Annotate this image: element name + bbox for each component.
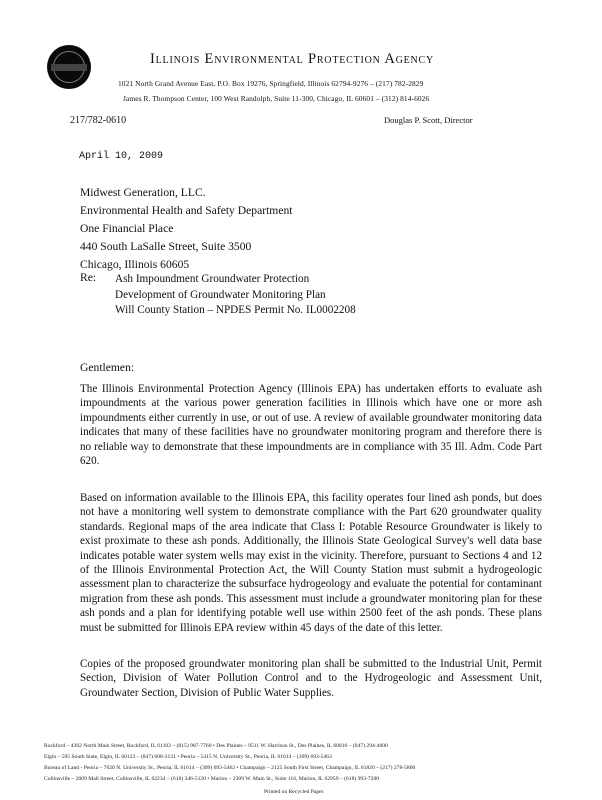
agency-seal xyxy=(47,45,91,89)
footer-office-line: Bureau of Land - Peoria – 7620 N. University St., Peoria, IL 61614 – (309) 693-5462 • Champaign – 2125 South First Street, Champaign, IL 61820 – (217) 278-5800 xyxy=(44,765,416,771)
footer-office-line: Rockford – 4302 North Main Street, Rockford, IL 61103 – (815) 987-7760 • Des Plaines – 9511 W. Harrison St., Des Plaines, IL 60016 – (847) 294-4000 xyxy=(44,743,388,749)
subject-line: Development of Groundwater Monitoring Plan xyxy=(115,288,326,301)
phone-number: 217/782-0610 xyxy=(70,115,127,126)
body-paragraph-3: Copies of the proposed groundwater monitoring plan shall be submitted to the Industrial Unit, Permit Section, Division of Water Pollution Control and to the Hydrogeologic and Assessment Unit, Groundwater Section, Division of Public Water Supplies. xyxy=(80,658,542,699)
subject-block xyxy=(115,272,356,319)
recipient-line: 440 South LaSalle Street, Suite 3500 xyxy=(80,240,252,253)
address-line-1: 1021 North Grand Avenue East, P.O. Box 19276, Springfield, Illinois 62794-9276 – (217) 782-2829 xyxy=(118,79,424,88)
recipient-line: Chicago, Illinois 60605 xyxy=(80,258,190,271)
recycled-paper-note: Printed on Recycled Paper xyxy=(264,789,324,795)
address-line-2: James R. Thompson Center, 100 West Randolph, Suite 11-300, Chicago, IL 60601 – (312) 814-6026 xyxy=(123,94,430,103)
subject-label: Re: xyxy=(80,271,97,284)
director-name: Douglas P. Scott, Director xyxy=(384,115,473,125)
agency-name: Illinois Environmental Protection Agency xyxy=(150,51,435,67)
footer-office-line: Collinsville – 2009 Mall Street, Collinsville, IL 62234 – (618) 346-5120 • Marion – 2309 W. Main St., Suite 116, Marion, IL 62959 – (618) 993-7200 xyxy=(44,776,380,782)
letter-date: April 10, 2009 xyxy=(79,151,164,162)
subject-line: Will County Station – NPDES Permit No. IL0002208 xyxy=(115,304,356,316)
footer-office-line: Elgin – 595 South State, Elgin, IL 60123 – (847) 608-3131 • Peoria – 5415 N. University St., Peoria, IL 61614 – (309) 693-5463 xyxy=(44,754,332,760)
salutation: Gentlemen: xyxy=(80,361,135,374)
recipient-line: Midwest Generation, LLC. xyxy=(80,186,206,199)
recipient-line: Environmental Health and Safety Department xyxy=(80,204,293,217)
recipient-line: One Financial Place xyxy=(80,222,174,235)
body-paragraph-1: The Illinois Environmental Protection Agency (Illinois EPA) has undertaken efforts to evaluate ash impoundments at the various power generation facilities in Illinois which have one or more ash impoundments either currently in use, or out of use. A review of available groundwater monitoring data indicates that many of these facilities have no groundwater monitoring program and therefore there is no reliable way to demonstrate that these impoundments are in compliance with 35 Ill. Adm. Code Part 620. xyxy=(80,383,542,468)
seal-band xyxy=(51,64,87,71)
recipient-block xyxy=(80,184,292,274)
body-paragraph-2: Based on information available to the Illinois EPA, this facility operates four lined ash ponds, but does not have a monitoring well system to demonstrate compliance with the Part 620 groundwater quality standards. Regional maps of the area indicate that Class I: Potable Resource Groundwater is likely to exist proximate to these ash ponds. Additionally, the Illinois State Geological Survey's well data base indicates potable water system wells may exist in the vicinity. Therefore, pursuant to Sections 4 and 12 of the Illinois Environmental Protection Act, the Will County Station must submit a hydrogeologic assessment plan to characterize the subsurface hydrogeology and evaluate the potential for contaminant migration from these ash ponds. This assessment must include a groundwater monitoring plan for these ash ponds and a plan for identifying potable well use within 2500 feet of the ash ponds. These plans must be submitted for Illinois EPA review within 45 days of the date of this letter. xyxy=(80,492,542,634)
subject-line: Ash Impoundment Groundwater Protection xyxy=(115,273,310,285)
